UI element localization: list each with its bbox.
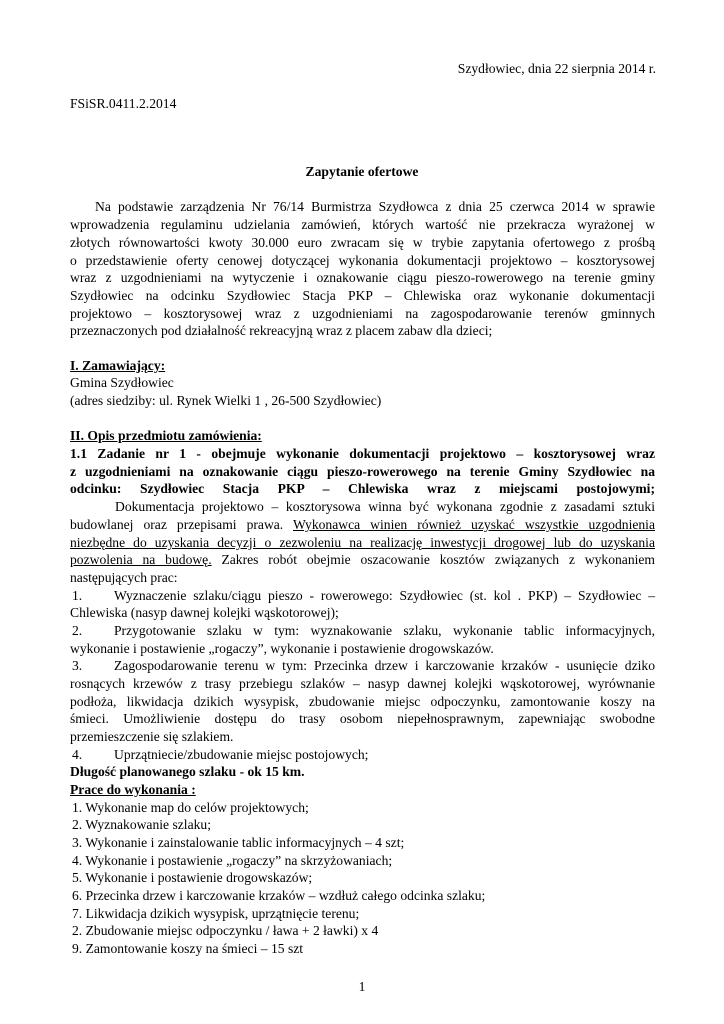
intro-line: wprowadzenia regulaminu udzielania zamówień, których wartość nie przekracza wyrażonej w xyxy=(70,217,655,232)
work-item-continuation: wykonanie i postawienie „rogaczy”, wykonanie i postawienie drogowskazów. xyxy=(70,641,494,656)
page-number: 1 xyxy=(358,979,366,994)
task-line: odcinku: Szydłowiec Stacja PKP – Chlewiska wraz z miejscami postojowymi; xyxy=(70,481,655,496)
doc-line xyxy=(70,551,655,569)
todo-heading: Prace do wykonania : xyxy=(70,782,196,797)
work-item xyxy=(72,587,655,605)
todo-item: 4. Wykonanie i postawienie „rogaczy” na skrzyżowaniach; xyxy=(72,853,393,868)
work-item-continuation: rosnących krzewów z trasy przebiegu szlaków – nasyp dawnej kolejki wąskotorowej, wyrównanie xyxy=(70,676,655,691)
work-item-continuation: śmieci. Umożliwienie dostępu do trasy osobom niepełnosprawnym, zapewniając swobodne xyxy=(70,711,655,726)
work-item-continuation: przemieszczenie się szlakiem. xyxy=(70,729,234,744)
work-item-number: 4. xyxy=(72,747,83,762)
work-item-number: 1. xyxy=(72,588,83,603)
intro-line: Na podstawie zarządzenia Nr 76/14 Burmistrza Szydłowca z dnia 25 czerwca 2014 w sprawie xyxy=(95,199,655,214)
doc-line xyxy=(70,516,655,534)
work-item-text: Przygotowanie szlaku w tym: wyznakowanie szlaku, wykonanie tablic informacyjnych, xyxy=(114,623,655,638)
doc-text-underlined: pozwolenia na budowę. xyxy=(70,552,212,567)
intro-line: złotych równowartości kwoty 30.000 euro zwracam się w trybie zapytania ofertowego z prośbą xyxy=(70,235,655,250)
work-item-number: 3. xyxy=(72,658,83,673)
doc-line-underlined: niezbędne do uzyskania decyzji o zezwoleniu na realizację inwestycji drogowej lub do uzyskania xyxy=(70,535,655,550)
doc-line: Dokumentacja projektowo – kosztorysowa winna być wykonana zgodnie z zasadami sztuki xyxy=(115,499,655,514)
orderer-address: (adres siedziby: ul. Rynek Wielki 1 , 26-500 Szydłowiec) xyxy=(70,393,382,408)
work-item xyxy=(72,657,655,675)
todo-item: 7. Likwidacja dzikich wysypisk, uprzątnięcie terenu; xyxy=(72,906,360,921)
task-line: 1.1 Zadanie nr 1 - obejmuje wykonanie dokumentacji projektowo – kosztorysowej wraz xyxy=(70,446,655,461)
todo-item: 2. Wyznakowanie szlaku; xyxy=(72,817,211,832)
trail-length: Długość planowanego szlaku - ok 15 km. xyxy=(70,764,305,779)
orderer-name: Gmina Szydłowiec xyxy=(70,375,174,390)
section-heading-orderer: I. Zamawiający: xyxy=(70,358,166,373)
work-item-continuation: podłoża, likwidacja dzikich wysypisk, zbudowanie miejsc odpoczynku, zamontowanie koszy na xyxy=(70,694,655,709)
todo-item: 3. Wykonanie i zainstalowanie tablic informacyjnych – 4 szt; xyxy=(72,835,405,850)
intro-line: o przedstawienie oferty cenowej dotyczącej wykonania dokumentacji projektowo – kosztorysowej xyxy=(70,253,655,268)
doc-text-underlined: Wykonawca winien również uzyskać wszystkie uzgodnienia xyxy=(293,517,655,532)
work-item-continuation: Chlewiska (nasyp dawnej kolejki wąskotorowej); xyxy=(70,605,339,620)
task-line: z uzgodnieniami na oznakowanie ciągu pieszo-rowerowego na terenie Gminy Szydłowiec na xyxy=(70,464,655,479)
work-item-text: Wyznaczenie szlaku/ciągu pieszo - rowerowego: Szydłowiec (st. kol . PKP) – Szydłowiec – xyxy=(114,588,655,603)
doc-line: następujących prac: xyxy=(70,570,178,585)
intro-line: wraz z uzgodnieniami na wytyczenie i oznakowanie ciągu pieszo-rowerowego na terenie gminy xyxy=(70,270,655,285)
intro-line: projektowo – kosztorysowej wraz z uzgodnieniami na zagospodarowanie terenów gminnych xyxy=(70,306,655,321)
work-item-text: Uprzątniecie/zbudowanie miejsc postojowych; xyxy=(114,747,369,762)
work-item-number: 2. xyxy=(72,623,83,638)
work-item-text: Zagospodarowanie terenu w tym: Przecinka drzew i karczowanie krzaków - usunięcie dziko xyxy=(114,658,655,673)
intro-line: Szydłowiec na odcinku Szydłowiec Stacja PKP – Chlewiska oraz wykonanie dokumentacji xyxy=(70,288,655,303)
date-line: Szydłowiec, dnia 22 sierpnia 2014 r. xyxy=(457,61,656,76)
section-heading-description: II. Opis przedmiotu zamówienia: xyxy=(70,428,262,443)
work-item xyxy=(72,622,655,640)
todo-item: 2. Zbudowanie miejsc odpoczynku / ława + 2 ławki) x 4 xyxy=(72,923,379,938)
work-item xyxy=(72,746,655,764)
todo-item: 1. Wykonanie map do celów projektowych; xyxy=(72,800,309,815)
intro-line: przeznaczonych pod działalność rekreacyjną wraz z placem zabaw dla dzieci; xyxy=(70,323,493,338)
todo-item: 5. Wykonanie i postawienie drogowskazów; xyxy=(72,870,313,885)
todo-item: 6. Przecinka drzew i karczowanie krzaków – wzdłuż całego odcinka szlaku; xyxy=(72,888,486,903)
doc-text: Zakres robót obejmie oszacowanie kosztów związanych z wykonaniem xyxy=(211,552,655,567)
page-title: Zapytanie ofertowe xyxy=(305,164,419,179)
doc-text: budowlanej oraz przepisami prawa. xyxy=(70,517,294,532)
reference-number: FSiSR.0411.2.2014 xyxy=(70,96,177,111)
todo-item: 9. Zamontowanie koszy na śmieci – 15 szt xyxy=(72,941,304,956)
